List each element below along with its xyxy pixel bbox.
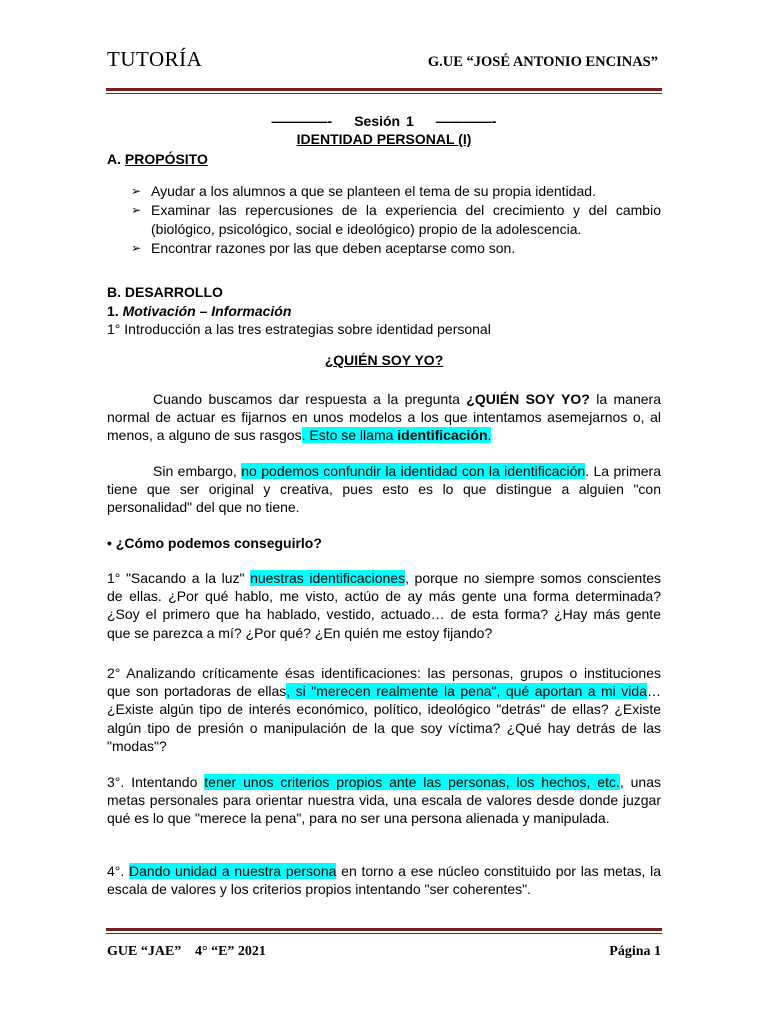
session-label: Sesión 1: [354, 113, 414, 129]
section-a-title: PROPÓSITO: [124, 151, 208, 167]
session-dash-left: ————-: [271, 113, 333, 129]
text: , unas metas personales para orientar nuestra vida, una escala de valores desde donde juzgar qué es lo que "merece la pena", para no ser una persona alienada y manipulada.: [107, 774, 661, 827]
item-3: [107, 773, 661, 828]
text: la manera normal de actuar es fijarnos en unos modelos a los que intentamos asemejarnos o, al menos, a alguno de sus rasgos: [107, 391, 661, 444]
text: 2° Analizando críticamente ésas identificaciones: las personas, grupos o instituciones que son portadoras de ellas: [107, 665, 661, 700]
item-2: [107, 664, 661, 755]
subsection-number: 1.: [107, 303, 123, 319]
arrow-bullet-icon: ➢: [131, 241, 142, 255]
text: … ¿Existe algún tipo de interés económico, político, ideológico "detrás" de ellas? ¿Existe algún tipo de presión o manipulación de la que soy víctima? ¿Qué hay detrás de las "modas"?: [107, 683, 661, 754]
text: , porque no siempre somos conscientes de ellas. ¿Por qué hablo, me visto, actúo de ay más gente una forma determinada? ¿Soy el primero que ha hablado, vestido, actuado… de esta forma? ¿Hay más gente que se parezca a mí? ¿Por qué? ¿En quién me estoy fijando?: [107, 570, 661, 641]
text: en torno a ese núcleo constituido por las metas, la escala de valores y los criterios propios intentando "ser coherentes".: [107, 863, 662, 898]
footer-rule-thin: [106, 933, 662, 934]
text: Sin embargo,: [153, 463, 242, 479]
arrow-bullet-icon: ➢: [131, 184, 142, 198]
page-number: Página 1: [609, 944, 661, 959]
paragraph-2: [107, 462, 661, 517]
text: 1° "Sacando a la luz": [107, 570, 251, 586]
header-rule-thin: [106, 93, 662, 94]
quien-soy-yo-title: ¿QUIÉN SOY YO?: [324, 352, 444, 368]
session-title: IDENTIDAD PERSONAL (I): [296, 131, 472, 147]
footer-course: 4° “E” 2021: [195, 944, 266, 959]
list-item: [131, 239, 661, 258]
highlight: [302, 427, 492, 443]
paragraph-1: [107, 390, 661, 445]
list-item: [131, 201, 661, 239]
list-item-text: Ayudar a los alumnos a que se planteen el tema de su propia identidad.: [151, 183, 596, 199]
highlight: , si "merecen realmente la pena", qué aportan a mi vida: [286, 683, 647, 700]
term-bold: identificación: [397, 427, 488, 444]
highlight: no podemos confundir la identidad con la identificación: [241, 463, 586, 479]
list-item-text: Encontrar razones por las que deben aceptarse como son.: [151, 240, 516, 256]
list-item: [131, 182, 661, 201]
section-a-prefix: A.: [107, 151, 125, 167]
text: 4°.: [107, 863, 130, 879]
footer-rule-thick: [106, 928, 662, 931]
list-item-text: Examinar las repercusiones de la experiencia del crecimiento y del cambio (biológico, psicológico, social e ideológico) propio de la adolescencia.: [151, 202, 661, 237]
header-school: G.UE “JOSÉ ANTONIO ENCINAS”: [427, 54, 658, 70]
session-line: [0, 113, 768, 129]
highlight: tener unos criterios propios ante las personas, los hechos, etc.: [204, 774, 620, 790]
purpose-list: [131, 182, 661, 258]
section-b-heading: B. DESARROLLO: [107, 284, 223, 300]
intro-line: 1° Introducción a las tres estrategias sobre identidad personal: [107, 321, 491, 337]
text: . La primera tiene que ser original y creativa, pues esto es lo que distingue a alguien "con personalidad" del que no tiene.: [107, 463, 661, 516]
text: Cuando buscamos dar respuesta a la pregunta: [153, 391, 467, 407]
como-heading: • ¿Cómo podemos conseguirlo?: [107, 535, 322, 551]
item-4: [107, 862, 661, 898]
session-dash-right: ————-: [435, 113, 497, 129]
footer-school: GUE “JAE”: [107, 944, 182, 959]
text: . Esto se llama: [301, 427, 398, 444]
subsection-heading: [107, 302, 661, 320]
subsection-title: Motivación – Información: [122, 303, 292, 319]
question-bold: ¿QUIÉN SOY YO?: [466, 391, 590, 407]
section-a-heading: [107, 150, 661, 168]
text: .: [487, 427, 492, 444]
text: 3°. Intentando: [107, 774, 205, 790]
highlight: nuestras identificaciones: [250, 570, 406, 586]
header-title: TUTORÍA: [107, 47, 203, 71]
header-rule-thick: [106, 88, 662, 91]
item-1: [107, 569, 661, 642]
highlight: Dando unidad a nuestra persona: [129, 863, 337, 879]
arrow-bullet-icon: ➢: [131, 203, 142, 217]
